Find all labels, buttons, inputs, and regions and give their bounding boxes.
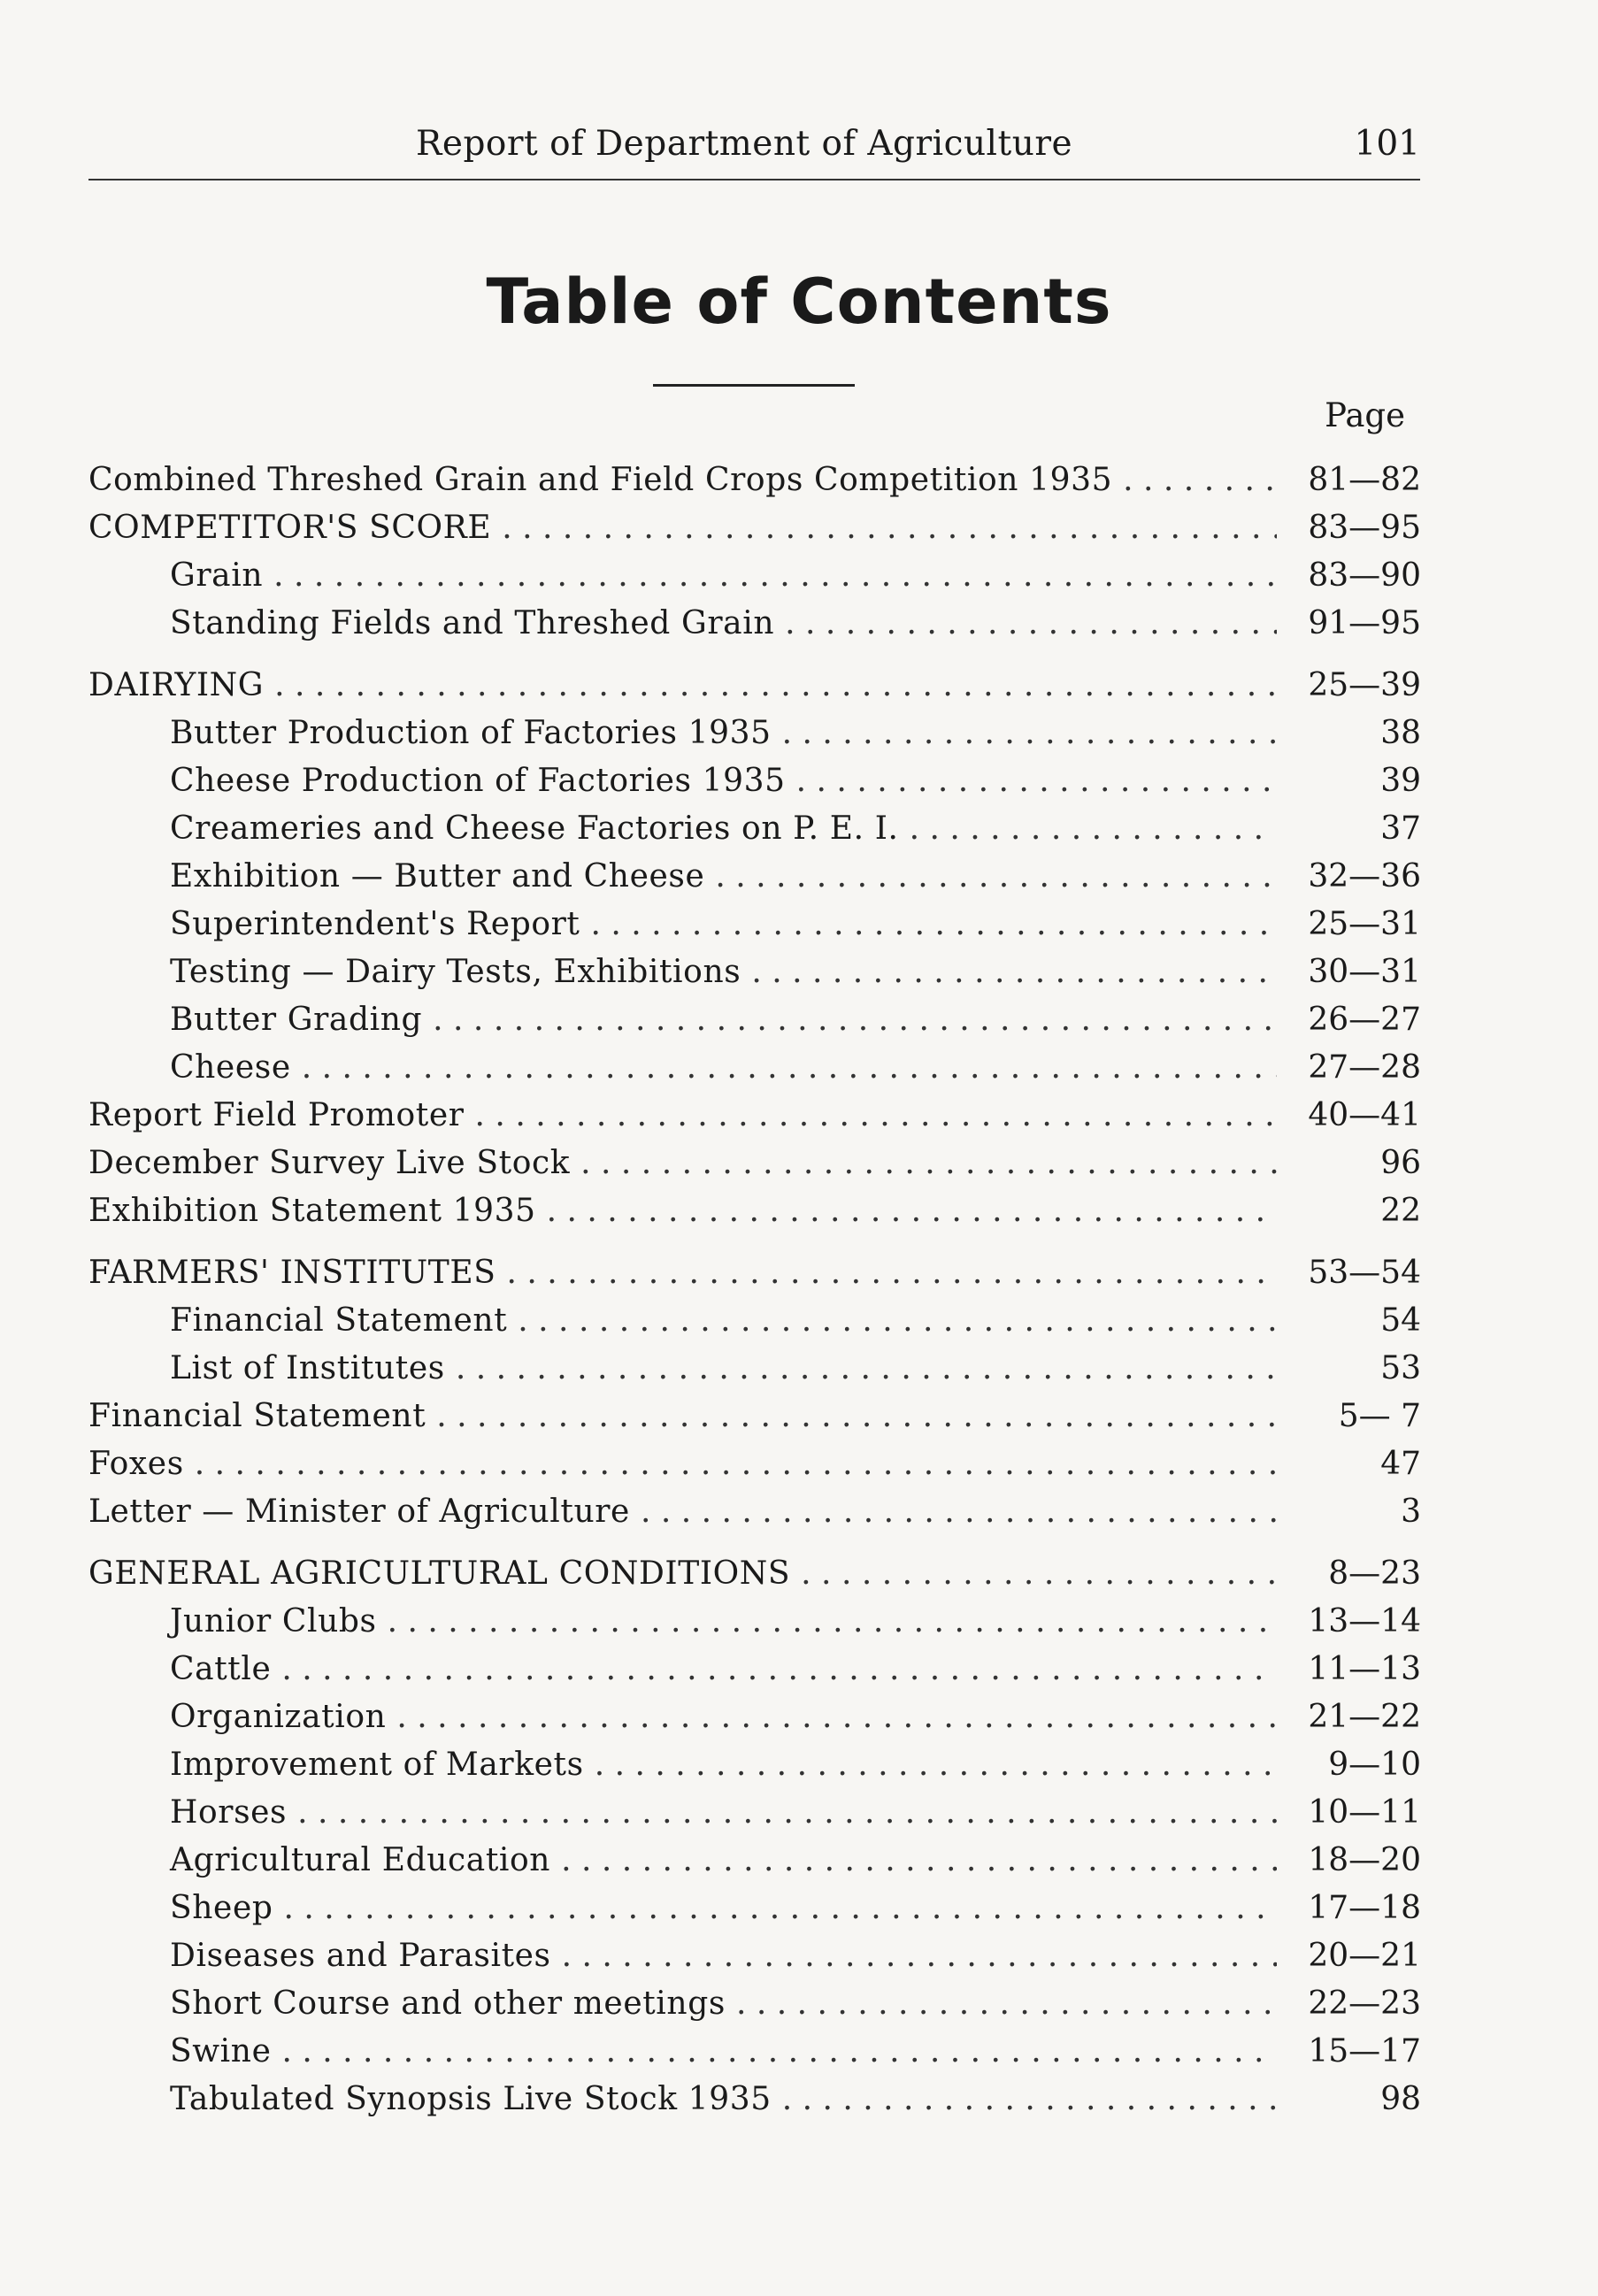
dot-leader <box>475 1092 1277 1140</box>
dot-leader <box>433 996 1277 1044</box>
toc-entry <box>88 1187 1421 1235</box>
toc-entry <box>88 805 1421 853</box>
toc-entry <box>88 2028 1421 2076</box>
toc-entry-label: Creameries and Cheese Factories on P. E. I. <box>170 810 899 847</box>
toc-entry-pages: 54 <box>1380 1302 1421 1339</box>
toc-entry-label: COMPETITOR'S SCORE <box>88 510 492 546</box>
toc-entry-pages: 20—21 <box>1308 1938 1421 1974</box>
toc-entry <box>88 662 1421 710</box>
dot-leader <box>273 552 1277 600</box>
toc-entry <box>88 552 1421 600</box>
toc-entry-label: List of Institutes <box>170 1350 445 1386</box>
toc-entry-pages: 26—27 <box>1308 1002 1421 1038</box>
dot-leader <box>507 1249 1277 1297</box>
page-title: Table of Contents <box>486 265 1112 338</box>
toc-entry-pages: 37 <box>1380 810 1421 847</box>
toc-entry-label: GENERAL AGRICULTURAL CONDITIONS <box>88 1555 791 1592</box>
toc-entry-pages: 81—82 <box>1308 462 1421 498</box>
dot-leader <box>561 1837 1277 1885</box>
dot-leader <box>436 1393 1277 1440</box>
toc-entry-pages: 98 <box>1380 2081 1421 2117</box>
toc-entry-pages: 25—39 <box>1308 667 1421 703</box>
toc-entry-pages: 18—20 <box>1308 1842 1421 1878</box>
toc-entry <box>88 1297 1421 1345</box>
toc-entry <box>88 948 1421 996</box>
toc-entry-label: Butter Grading <box>170 1002 423 1038</box>
toc-entry-pages: 32—36 <box>1308 858 1421 895</box>
toc-entry <box>88 1044 1421 1092</box>
toc-entry-pages: 83—90 <box>1308 557 1421 594</box>
dot-leader <box>782 2076 1277 2123</box>
dot-leader <box>456 1345 1277 1393</box>
toc-entry-label: Foxes <box>88 1446 184 1482</box>
toc-entry-label: Horses <box>170 1794 288 1831</box>
dot-leader <box>281 1646 1277 1693</box>
dot-leader <box>736 1980 1277 2028</box>
toc-entry <box>88 1140 1421 1187</box>
toc-entry-label: Exhibition Statement 1935 <box>88 1193 536 1229</box>
toc-entry <box>88 1885 1421 1932</box>
dot-leader <box>715 853 1277 901</box>
toc-entry-label: Report Field Promoter <box>88 1097 465 1133</box>
page-column-label: Page <box>1325 396 1405 434</box>
toc-entry <box>88 853 1421 901</box>
dot-leader <box>751 948 1277 996</box>
toc-entry-label: Diseases and Parasites <box>170 1938 551 1974</box>
toc-entry-pages: 27—28 <box>1308 1049 1421 1086</box>
toc-entry-pages: 9—10 <box>1328 1747 1421 1783</box>
toc-entry-label: Superintendent's Report <box>170 906 580 942</box>
toc-entry-label: Short Course and other meetings <box>170 1985 726 2022</box>
toc-entry-label: Exhibition — Butter and Cheese <box>170 858 705 895</box>
dot-leader <box>195 1440 1277 1488</box>
toc-entry <box>88 2076 1421 2123</box>
toc-entry <box>88 457 1421 504</box>
toc-entry-pages: 91—95 <box>1308 605 1421 641</box>
toc-entry <box>88 901 1421 948</box>
toc-entry <box>88 996 1421 1044</box>
dot-leader <box>910 805 1277 853</box>
toc-entry-label: Tabulated Synopsis Live Stock 1935 <box>170 2081 772 2117</box>
toc-entry <box>88 1932 1421 1980</box>
toc-entry-pages: 22—23 <box>1308 1985 1421 2022</box>
toc-entry-pages: 53 <box>1380 1350 1421 1386</box>
toc-entry-label: Letter — Minister of Agriculture <box>88 1494 630 1530</box>
page-number: 101 <box>1354 124 1420 164</box>
header-rule <box>88 179 1420 180</box>
toc-entry-label: Agricultural Education <box>170 1842 551 1878</box>
toc-entry-pages: 47 <box>1380 1446 1421 1482</box>
toc-entry <box>88 1092 1421 1140</box>
toc-entry <box>88 504 1421 552</box>
toc-entry <box>88 1550 1421 1598</box>
toc-entry-pages: 3 <box>1401 1494 1421 1530</box>
dot-leader <box>595 1741 1277 1789</box>
toc-entry-label: Cattle <box>170 1651 272 1687</box>
toc-list <box>88 457 1421 2123</box>
toc-entry-label: Grain <box>170 557 264 594</box>
toc-entry-pages: 83—95 <box>1308 510 1421 546</box>
running-title: Report of Department of Agriculture <box>416 124 1073 164</box>
toc-entry-pages: 30—31 <box>1308 954 1421 990</box>
toc-entry <box>88 1741 1421 1789</box>
toc-entry <box>88 1646 1421 1693</box>
toc-entry-label: Sheep <box>170 1890 273 1926</box>
toc-entry-label: Junior Clubs <box>170 1603 377 1639</box>
dot-leader <box>782 710 1277 757</box>
toc-entry-pages: 11—13 <box>1308 1651 1421 1687</box>
toc-entry <box>88 1837 1421 1885</box>
toc-entry <box>88 757 1421 805</box>
toc-entry-pages: 10—11 <box>1308 1794 1421 1831</box>
toc-entry-label: Organization <box>170 1699 387 1735</box>
dot-leader <box>590 901 1277 948</box>
toc-entry <box>88 710 1421 757</box>
toc-entry-label: Butter Production of Factories 1935 <box>170 715 772 751</box>
toc-entry-pages: 21—22 <box>1308 1699 1421 1735</box>
toc-entry <box>88 1249 1421 1297</box>
dot-leader <box>562 1932 1277 1980</box>
toc-entry-label: December Survey Live Stock <box>88 1145 571 1181</box>
toc-entry-label: Combined Threshed Grain and Field Crops Competition 1935 <box>88 462 1113 498</box>
dot-leader <box>641 1488 1277 1536</box>
dot-leader <box>281 2028 1277 2076</box>
toc-entry-label: Standing Fields and Threshed Grain <box>170 605 775 641</box>
dot-leader <box>518 1297 1277 1345</box>
toc-entry-label: FARMERS' INSTITUTES <box>88 1255 496 1291</box>
toc-entry-label: Cheese Production of Factories 1935 <box>170 763 786 799</box>
toc-entry <box>88 1440 1421 1488</box>
toc-entry <box>88 600 1421 648</box>
dot-leader <box>284 1885 1277 1932</box>
toc-entry <box>88 1789 1421 1837</box>
toc-entry-pages: 25—31 <box>1308 906 1421 942</box>
dot-leader <box>547 1187 1277 1235</box>
toc-entry <box>88 1693 1421 1741</box>
toc-entry <box>88 1980 1421 2028</box>
dot-leader <box>1123 457 1277 504</box>
toc-entry-pages: 53—54 <box>1308 1255 1421 1291</box>
toc-entry-label: Cheese <box>170 1049 291 1086</box>
dot-leader <box>274 662 1277 710</box>
toc-entry-label: Swine <box>170 2033 272 2069</box>
toc-entry-label: Financial Statement <box>170 1302 508 1339</box>
toc-entry-pages: 5— 7 <box>1338 1398 1421 1434</box>
dot-leader <box>801 1550 1277 1598</box>
toc-entry-pages: 39 <box>1380 763 1421 799</box>
dot-leader <box>796 757 1277 805</box>
toc-entry <box>88 1393 1421 1440</box>
dot-leader <box>580 1140 1277 1187</box>
toc-entry-label: Improvement of Markets <box>170 1747 584 1783</box>
dot-leader <box>388 1598 1277 1646</box>
dot-leader <box>297 1789 1277 1837</box>
toc-entry-pages: 13—14 <box>1308 1603 1421 1639</box>
running-header <box>88 124 1420 163</box>
toc-entry <box>88 1598 1421 1646</box>
toc-entry <box>88 1488 1421 1536</box>
dot-leader <box>396 1693 1277 1741</box>
toc-entry-pages: 38 <box>1380 715 1421 751</box>
toc-entry-pages: 8—23 <box>1328 1555 1421 1592</box>
toc-entry-label: Testing — Dairy Tests, Exhibitions <box>170 954 741 990</box>
toc-entry-pages: 22 <box>1380 1193 1421 1229</box>
toc-entry-label: DAIRYING <box>88 667 265 703</box>
toc-entry-label: Financial Statement <box>88 1398 426 1434</box>
dot-leader <box>502 504 1277 552</box>
toc-entry-pages: 96 <box>1380 1145 1421 1181</box>
toc-entry-pages: 17—18 <box>1308 1890 1421 1926</box>
dot-leader <box>302 1044 1277 1092</box>
dot-leader <box>785 600 1277 648</box>
toc-entry-pages: 40—41 <box>1308 1097 1421 1133</box>
title-rule <box>653 384 855 387</box>
toc-entry <box>88 1345 1421 1393</box>
toc-entry-pages: 15—17 <box>1308 2033 1421 2069</box>
